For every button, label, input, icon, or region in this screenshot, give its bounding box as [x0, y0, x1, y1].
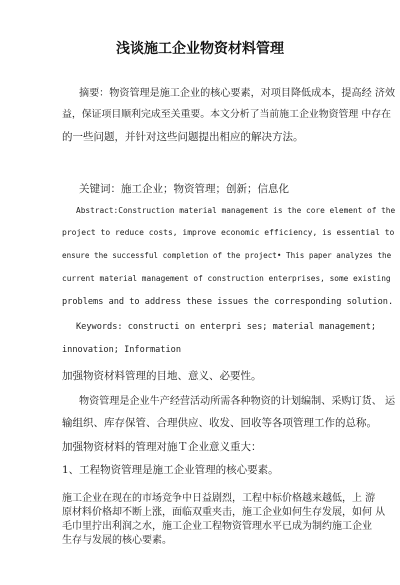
body-line-5: 1、工程物资管理是施工企业管理的核心要素。 — [62, 464, 279, 476]
page-title: 浅谈施工企业物资材料管理 — [116, 41, 284, 57]
body-line-2: 物资管理是企业牛产经营活动所需各种物资的计划编制、采购订货、 运 — [79, 396, 396, 407]
abstract-cn-line-3: 的一些问题，并针对这些问题提出相应的解决方法。 — [62, 131, 304, 143]
paragraph-line-3: 毛巾里拧出利润之水，施工企业工程物资管理水平已成为制约施工企业 — [62, 521, 372, 532]
abstract-en-line-1: Abstract:Construction material management is the core element of the — [76, 206, 396, 215]
paragraph-line-1: 施工企业在现在的市场竞争中日益剧烈，工程中标价格越来越低，上 游 — [62, 493, 376, 504]
paragraph-line-2: 原材料价格却不断上涨，面临双重夹击，施工企业如何生存发展，如何 从 — [62, 507, 386, 518]
abstract-cn-line-1: 摘要：物资管理是施工企业的核心要素，对项目降低成本，提高经 济效 — [79, 88, 396, 99]
body-line-4: 加强物资材料的管理对施Ｔ企业意义重大： — [62, 441, 262, 453]
keywords-en-line-1: Keywords: constructi on enterpri ses; material management; — [76, 322, 377, 332]
abstract-en-line-4: current material management of construction enterprises, some existing — [62, 274, 391, 283]
body-line-1: 加强物资材料管理的目地、意义、必要性。 — [62, 370, 262, 382]
abstract-en-line-3: ensure the successful completion of the project• This paper analyzes the — [62, 251, 392, 260]
abstract-en-line-5: problems and to address these issues the corresponding solution. — [62, 297, 394, 307]
keywords-en-line-2: innovation; Information — [62, 345, 181, 355]
body-line-3: 输组织、库存保管、合理供应、收发、回收等各项管理工作的总称。 — [62, 417, 377, 429]
paragraph-line-4: 生存与发展的核心要素。 — [62, 535, 172, 546]
keywords-cn: 关键词：施工企业；物资管理；创新；信息化 — [79, 183, 289, 195]
abstract-cn-line-2: 益，保证项目顺利完成至关重要。本文分析了当前施工企业物资管理 中存在 — [62, 109, 392, 120]
abstract-en-line-2: project to reduce costs, improve economic efficiency, is essential to — [62, 228, 395, 237]
